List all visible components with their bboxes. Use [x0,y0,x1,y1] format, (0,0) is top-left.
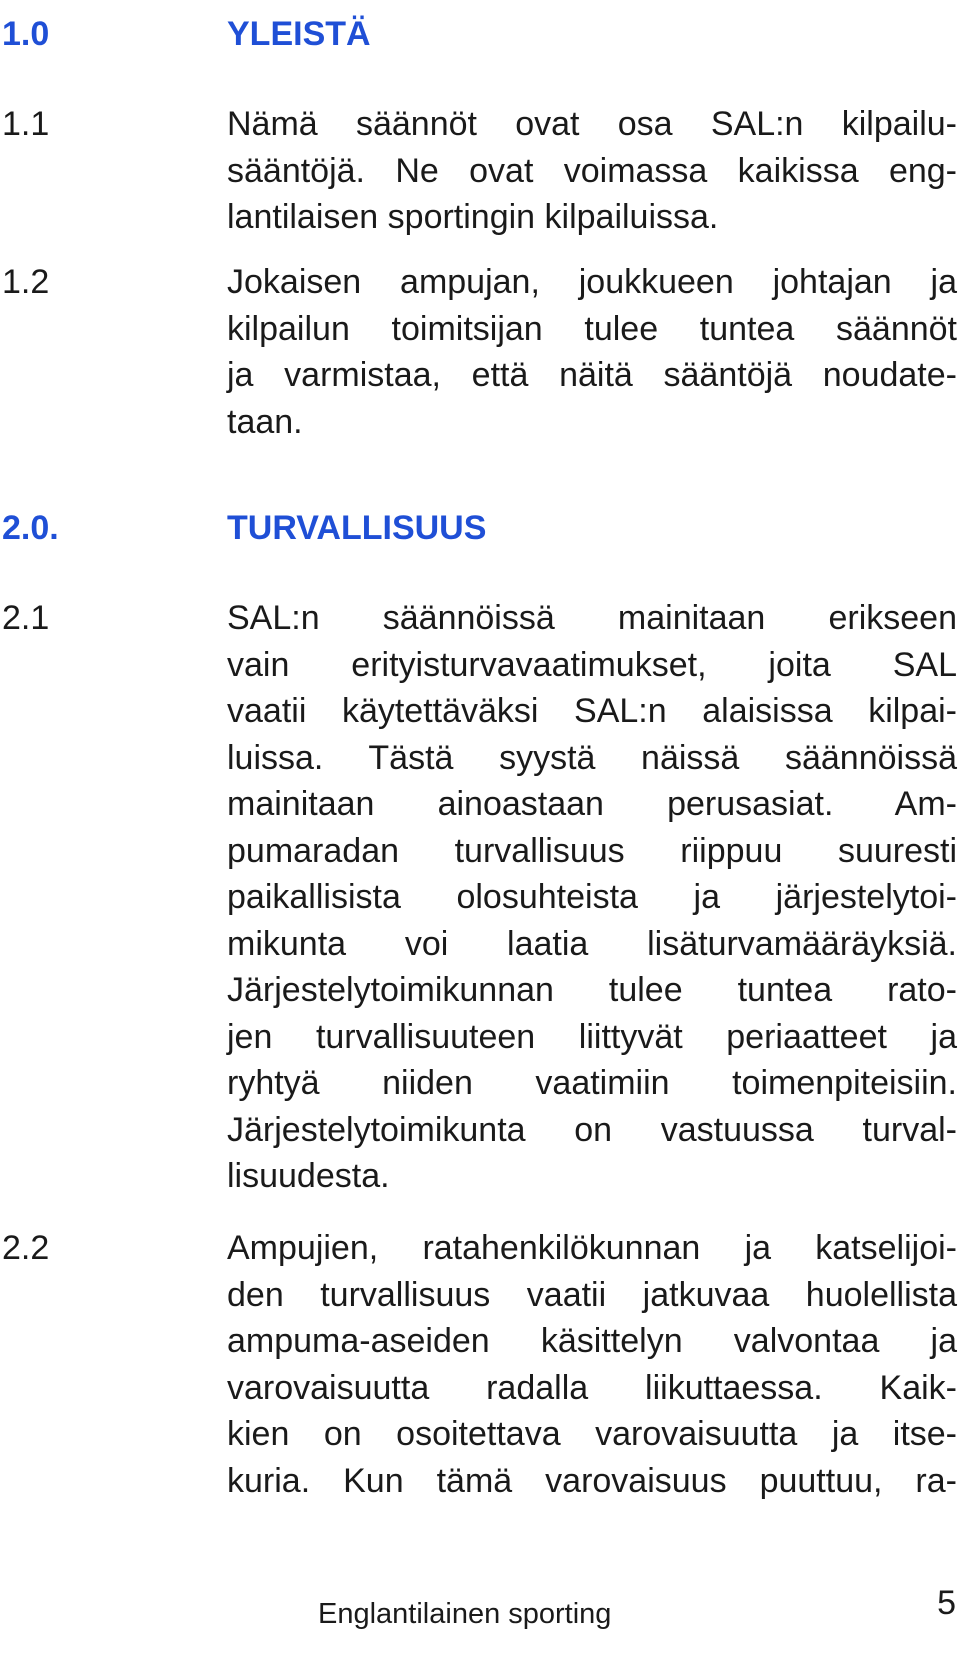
section-body [227,101,957,241]
text-line: SAL:n säännöissä mainitaan erikseen [227,599,957,637]
text-line: Järjestelytoimikunnan tulee tuntea rato- [227,971,957,1009]
text-line: lantilaisen sportingin kilpailuissa. [227,198,719,236]
section-body [227,595,957,1200]
section-body [227,1225,957,1504]
text-line: vaatii käytettäväksi SAL:n alaisissa kilpai- [227,692,957,730]
text-line: Ampujien, ratahenkilökunnan ja katselijoi- [227,1229,957,1267]
text-line: varovaisuutta radalla liikuttaessa. Kaik- [227,1368,957,1407]
heading-title: YLEISTÄ [227,15,371,53]
section-number: 2.1 [2,599,50,637]
text-line: kien on osoitettava varovaisuutta ja itse- [227,1415,957,1453]
text-line: Järjestelytoimikunta on vastuussa turval- [227,1110,957,1149]
heading-title: TURVALLISUUS [227,509,487,547]
text-line: kuria. Kun tämä varovaisuus puuttuu, ra- [227,1461,957,1500]
text-line: luissa. Tästä syystä näissä säännöissä [227,738,957,777]
footer-title: Englantilainen sporting [318,1598,612,1630]
text-line: sääntöjä. Ne ovat voimassa kaikissa eng- [227,151,957,190]
section-number: 1.2 [2,263,50,301]
text-line: vain erityisturvavaatimukset, joita SAL [227,645,957,684]
text-line: pumaradan turvallisuus riippuu suuresti [227,831,957,870]
text-line: paikallisista olosuhteista ja järjestelytoi- [227,878,957,916]
text-line: den turvallisuus vaatii jatkuvaa huolellista [227,1275,957,1314]
text-line: jen turvallisuuteen liittyvät periaatteet ja [227,1017,957,1056]
heading-number: 1.0 [2,15,50,53]
text-line: mainitaan ainoastaan perusasiat. Am- [227,785,957,823]
text-line: Nämä säännöt ovat osa SAL:n kilpailu- [227,105,957,143]
section-body [227,259,957,445]
page-number: 5 [937,1584,956,1622]
text-line: mikunta voi laatia lisäturvamääräyksiä. [227,924,957,963]
section-number: 1.1 [2,105,50,143]
text-line: ja varmistaa, että näitä sääntöjä noudate- [227,356,957,394]
text-line: ampuma-aseiden käsittelyn valvontaa ja [227,1322,957,1360]
text-line: lisuudesta. [227,1157,390,1195]
text-line: taan. [227,402,303,441]
text-line: Jokaisen ampujan, joukkueen johtajan ja [227,263,957,301]
heading-number: 2.0. [2,509,59,547]
text-line: kilpailun toimitsijan tulee tuntea säännöt [227,309,957,348]
text-line: ryhtyä niiden vaatimiin toimenpiteisiin. [227,1064,957,1102]
section-number: 2.2 [2,1229,50,1267]
